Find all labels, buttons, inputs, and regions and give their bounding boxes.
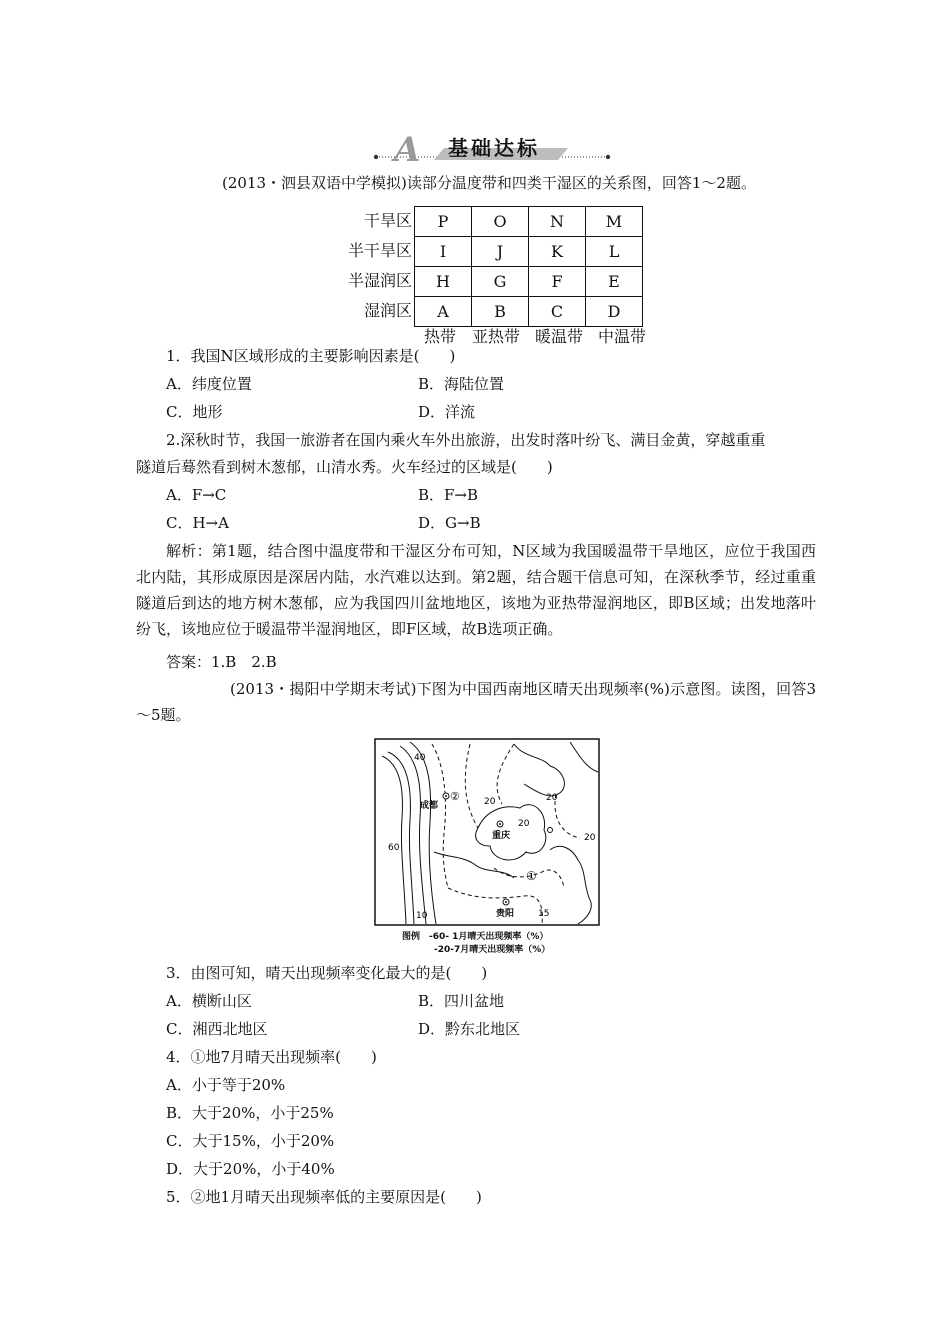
grid-cell: D <box>586 297 643 327</box>
q3-option-b: B．四川盆地 <box>418 992 505 1010</box>
grid-cell: I <box>415 237 472 267</box>
q2-stem-line2: 隧道后蓦然看到树木葱郁，山清水秀。火车经过的区域是( ) <box>136 458 553 476</box>
grid-cell: C <box>529 297 586 327</box>
q4-option-a: A．小于等于20% <box>166 1076 286 1094</box>
contour-label: 10 <box>416 911 428 921</box>
col-label: 暖温带 <box>535 327 584 346</box>
row-label: 半干旱区 <box>347 241 412 260</box>
row-label: 干旱区 <box>363 211 412 230</box>
q1-option-b: B．海陆位置 <box>418 375 505 393</box>
section-title: 基础达标 <box>448 136 540 160</box>
contour-label: 20 <box>518 819 530 829</box>
col-label: 亚热带 <box>472 327 521 346</box>
map-legend-line2: -20-7月晴天出现频率（%） <box>434 945 551 955</box>
grid-cell: M <box>586 207 643 237</box>
q3-stem: 3．由图可知，晴天出现频率变化最大的是( ) <box>166 964 488 982</box>
marker-2: ② <box>450 790 460 803</box>
q3-option-d: D．黔东北地区 <box>418 1020 521 1038</box>
city-dot-icon <box>503 899 509 905</box>
q4-option-d: D．大于20%，小于40% <box>166 1160 335 1178</box>
city-label-chengdu: 成都 <box>420 801 439 811</box>
marker-1: ① <box>526 869 537 883</box>
q2-option-a: A．F→C <box>166 486 227 504</box>
grid-cell: L <box>586 237 643 267</box>
q3-option-a: A．横断山区 <box>166 992 252 1010</box>
q1-option-c: C．地形 <box>166 403 223 421</box>
col-label: 中温带 <box>598 327 647 346</box>
grid-cell: G <box>472 267 529 297</box>
grid-cell: P <box>415 207 472 237</box>
grid-cell: E <box>586 267 643 297</box>
zone-grid <box>414 206 643 327</box>
city-dot-icon <box>497 821 503 827</box>
banner-letter-a-icon <box>391 130 420 166</box>
q1-stem: 1．我国N区域形成的主要影响因素是( ) <box>166 347 456 365</box>
q3-option-c: C．湘西北地区 <box>166 1020 268 1038</box>
row-label: 湿润区 <box>363 301 412 320</box>
q12-intro: (2013・泗县双语中学模拟)读部分温度带和四类干湿区的关系图，回答1～2题。 <box>222 174 756 192</box>
answer-line: 答案：1.B 2.B <box>166 653 277 671</box>
q2-option-c: C．H→A <box>166 514 229 532</box>
q4-option-b: B．大于20%，小于25% <box>166 1104 334 1122</box>
q35-intro: (2013・揭阳中学期末考试)下图为中国西南地区晴天出现频率(%)示意图。读图，回答3～5题。 <box>136 680 816 724</box>
city-dot-icon <box>548 828 553 833</box>
q4-stem: 4．①地7月晴天出现频率( ) <box>166 1048 377 1066</box>
grid-cell: K <box>529 237 586 267</box>
grid-cell: B <box>472 297 529 327</box>
svg-text:A: A <box>394 130 421 166</box>
q5-stem: 5．②地1月晴天出现频率低的主要原因是( ) <box>166 1188 482 1206</box>
grid-cell: H <box>415 267 472 297</box>
contour-label: 15 <box>538 909 550 919</box>
grid-cell: F <box>529 267 586 297</box>
q2-stem-line1: 2.深秋时节，我国一旅游者在国内乘火车外出旅游，出发时落叶纷飞、满目金黄，穿越重重 <box>166 431 766 449</box>
col-label: 热带 <box>424 327 457 346</box>
map-legend-line1: 图例 -60- 1月晴天出现频率（%） <box>402 932 549 942</box>
contour-label: 20 <box>584 833 596 843</box>
q1-option-a: A．纬度位置 <box>166 375 252 393</box>
q2-option-d: D．G→B <box>418 514 481 532</box>
row-label: 半湿润区 <box>347 271 412 290</box>
grid-cell: A <box>415 297 472 327</box>
city-label-chongqing: 重庆 <box>492 831 511 841</box>
contour-label: 60 <box>388 843 400 853</box>
analysis-paragraph: 解析：第1题，结合图中温度带和干湿区分布可知，N区域为我国暖温带干旱地区，应位于我国西北内陆，其形成原因是深居内陆，水汽难以达到。第2题，结合题干信息可知，在深秋季节，经过重重隧道后到达的地方树木葱郁，应为我国四川盆地地区，该地为亚热带湿润地区，即B区域；出发地落叶纷飞，该地应位于暖温带半湿润地区，即F区域，故B选项正确。 <box>136 542 816 638</box>
q2-option-b: B．F→B <box>418 486 479 504</box>
city-dot-icon <box>443 793 449 799</box>
grid-cell: J <box>472 237 529 267</box>
southwest-china-map <box>374 738 600 926</box>
q4-option-c: C．大于15%，小于20% <box>166 1132 335 1150</box>
grid-cell: N <box>529 207 586 237</box>
contour-label: 40 <box>414 753 426 763</box>
q1-option-d: D．洋流 <box>418 403 476 421</box>
contour-label: 20 <box>546 793 558 803</box>
grid-cell: O <box>472 207 529 237</box>
contour-label: 20 <box>484 797 496 807</box>
city-label-guiyang: 贵阳 <box>496 909 515 919</box>
